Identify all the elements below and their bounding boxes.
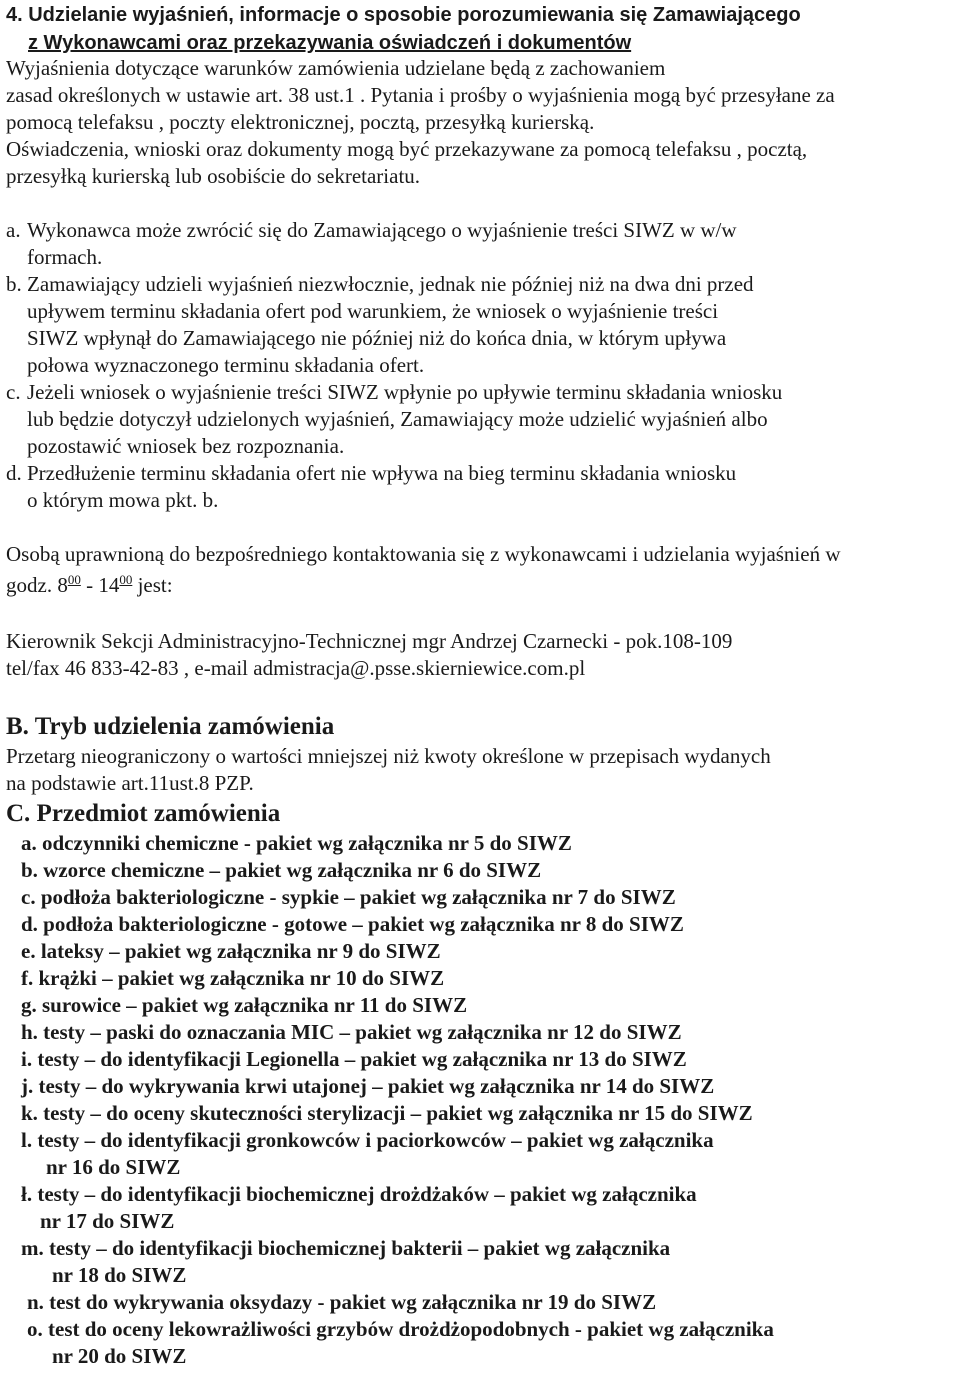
- section-c-item: c. podłoża bakteriologiczne - sypkie – pakiet wg załącznika nr 7 do SIWZ: [21, 885, 676, 909]
- section-c-item: j. testy – do wykrywania krwi utajonej – pakiet wg załącznika nr 14 do SIWZ: [21, 1074, 715, 1098]
- list-item-line: Przedłużenie terminu składania ofert nie wpływa na bieg terminu składania wniosku: [27, 461, 737, 485]
- hours-prefix: godz. 8: [6, 573, 68, 597]
- section-c-item: d. podłoża bakteriologiczne - gotowe – pakiet wg załącznika nr 8 do SIWZ: [21, 912, 684, 936]
- contact-line: Osobą uprawnioną do bezpośredniego kontaktowania się z wykonawcami i udzielania wyjaśnień w: [6, 542, 841, 566]
- hours-sup-end: 00: [119, 572, 133, 587]
- paragraph-line: zasad określonych w ustawie art. 38 ust.1 . Pytania i prośby o wyjaśnienia mogą być przesyłane za: [6, 83, 835, 107]
- list-item-line: SIWZ wpłynął do Zamawiającego nie później niż do końca dnia, w którym upływa: [27, 326, 727, 350]
- section-c-item: h. testy – paski do oznaczania MIC – pakiet wg załącznika nr 12 do SIWZ: [21, 1020, 682, 1044]
- list-item-line: o którym mowa pkt. b.: [27, 488, 219, 512]
- section-4-title-line2: z Wykonawcami oraz przekazywania oświadczeń i dokumentów: [28, 32, 632, 54]
- contact-person: Kierownik Sekcji Administracyjno-Technicznej mgr Andrzej Czarnecki - pok.108-109: [6, 629, 733, 653]
- section-c-item: a. odczynniki chemiczne - pakiet wg załącznika nr 5 do SIWZ: [21, 831, 572, 855]
- list-item-line: formach.: [27, 245, 103, 269]
- hours-suffix: jest:: [132, 573, 173, 597]
- list-item-line: pozostawić wniosek bez rozpoznania.: [27, 434, 345, 458]
- section-b-line: Przetarg nieograniczony o wartości mniejszej niż kwoty określone w przepisach wydanych: [6, 744, 771, 768]
- section-c-item-cont: nr 16 do SIWZ: [46, 1155, 181, 1179]
- paragraph-line: pomocą telefaksu , poczty elektronicznej, pocztą, przesyłką kurierską.: [6, 110, 595, 134]
- office-hours: [6, 572, 173, 599]
- contact-details: tel/fax 46 833-42-83 , e-mail admistracja@.psse.skierniewice.com.pl: [6, 656, 586, 680]
- section-c-item: n. test do wykrywania oksydazy - pakiet wg załącznika nr 19 do SIWZ: [27, 1290, 657, 1314]
- list-item-line: upływem terminu składania ofert pod warunkiem, że wniosek o wyjaśnienie treści: [27, 299, 719, 323]
- section-c-item: b. wzorce chemiczne – pakiet wg załącznika nr 6 do SIWZ: [21, 858, 542, 882]
- section-c-item: m. testy – do identyfikacji biochemicznej bakterii – pakiet wg załącznika: [21, 1236, 671, 1260]
- paragraph-line: Wyjaśnienia dotyczące warunków zamówienia udzielane będą z zachowaniem: [6, 56, 666, 80]
- list-item-line: połowa wyznaczonego terminu składania ofert.: [27, 353, 425, 377]
- list-item-line: lub będzie dotyczył udzielonych wyjaśnień, Zamawiający może udzielić wyjaśnień albo: [27, 407, 768, 431]
- section-c-item: ł. testy – do identyfikacji biochemicznej drożdżaków – pakiet wg załącznika: [21, 1182, 697, 1206]
- paragraph-line: Oświadczenia, wnioski oraz dokumenty mogą być przekazywane za pomocą telefaksu , pocztą,: [6, 137, 808, 161]
- section-4-title-line1: 4. Udzielanie wyjaśnień, informacje o sposobie porozumiewania się Zamawiającego: [6, 4, 801, 26]
- hours-mid: - 14: [80, 573, 120, 597]
- section-b-line: na podstawie art.11ust.8 PZP.: [6, 771, 254, 795]
- list-item-line: Zamawiający udzieli wyjaśnień niezwłocznie, jednak nie później niż na dwa dni przed: [27, 272, 754, 296]
- list-item-line: Wykonawca może zwrócić się do Zamawiającego o wyjaśnienie treści SIWZ w w/w: [27, 218, 737, 242]
- section-c-item: l. testy – do identyfikacji gronkowców i paciorkowców – pakiet wg załącznika: [21, 1128, 714, 1152]
- section-c-item: g. surowice – pakiet wg załącznika nr 11 do SIWZ: [21, 993, 468, 1017]
- list-marker: a.: [6, 218, 21, 242]
- list-marker: c.: [6, 380, 21, 404]
- section-b-heading: B. Tryb udzielenia zamówienia: [6, 713, 335, 740]
- hours-sup-start: 00: [67, 572, 81, 587]
- section-c-item: k. testy – do oceny skuteczności sterylizacji – pakiet wg załącznika nr 15 do SIWZ: [21, 1101, 753, 1125]
- section-c-item: f. krążki – pakiet wg załącznika nr 10 do SIWZ: [21, 966, 445, 990]
- section-c-item: e. lateksy – pakiet wg załącznika nr 9 do SIWZ: [21, 939, 441, 963]
- section-c-item: o. test do oceny lekowrażliwości grzybów drożdżopodobnych - pakiet wg załącznika: [27, 1317, 774, 1341]
- paragraph-line: przesyłką kurierską lub osobiście do sekretariatu.: [6, 164, 421, 188]
- section-c-item-cont: nr 18 do SIWZ: [52, 1263, 187, 1287]
- list-item-line: Jeżeli wniosek o wyjaśnienie treści SIWZ wpłynie po upływie terminu składania wniosku: [27, 380, 783, 404]
- section-c-heading: C. Przedmiot zamówienia: [6, 800, 281, 827]
- section-c-item: i. testy – do identyfikacji Legionella – pakiet wg załącznika nr 13 do SIWZ: [21, 1047, 687, 1071]
- list-marker: b.: [6, 272, 22, 296]
- list-marker: d.: [6, 461, 22, 485]
- section-c-item-cont: nr 17 do SIWZ: [40, 1209, 175, 1233]
- section-c-item-cont: nr 20 do SIWZ: [52, 1344, 187, 1368]
